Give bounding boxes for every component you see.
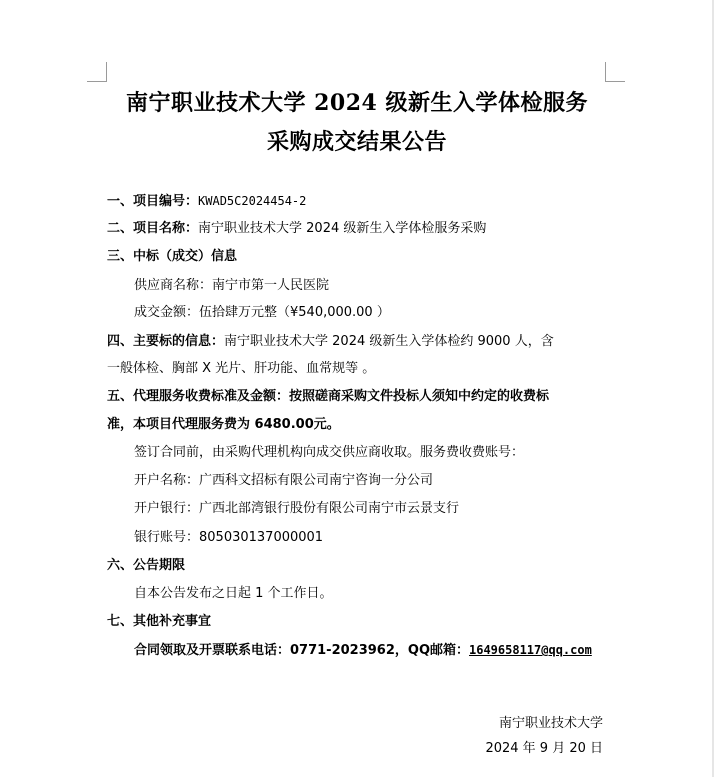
- main-subject-text-a: 南宁职业技术大学 2024 级新生入学体检约 9000 人，含: [224, 334, 554, 349]
- signature-org: 南宁职业技术大学: [498, 716, 603, 731]
- section-agency-fee-line-a: 五、代理服务收费标准及金额：按照磋商采购文件投标人须知中约定的收费标: [107, 389, 550, 404]
- bank-name: 开户银行：广西北部湾银行股份有限公司南宁市云景支行: [134, 501, 460, 516]
- signature-date: 2024 年 9 月 20 日: [485, 741, 603, 756]
- supplier-name: 供应商名称：南宁市第一人民医院: [134, 278, 330, 293]
- section-agency-fee-line-b: 准，本项目代理服务费为 6480.00元。: [107, 417, 340, 432]
- crop-mark-top-left: [87, 62, 107, 82]
- contact-line: [134, 641, 592, 660]
- project-number-value: KWAD5C2024454-2: [198, 194, 307, 208]
- section-main-subject: [107, 333, 554, 351]
- main-subject-text-b: 一般体检、胸部 X 光片、肝功能、血常规等 。: [107, 361, 376, 376]
- project-name-label: 二、项目名称：: [107, 221, 199, 236]
- main-subject-label: 四、主要标的信息：: [107, 334, 225, 349]
- crop-mark-top-right: [605, 62, 625, 82]
- document-title-line-1: 南宁职业技术大学 2024 级新生入学体检服务: [125, 90, 589, 116]
- section-project-number: [107, 192, 306, 211]
- section-other-heading: 七、其他补充事宜: [107, 614, 212, 629]
- section-notice-period-heading: 六、公告期限: [107, 558, 186, 573]
- project-name-value: 南宁职业技术大学 2024 级新生入学体检服务采购: [198, 221, 487, 236]
- contact-email-link[interactable]: 1649658117@qq.com: [469, 643, 592, 657]
- fee-collection-note: 签订合同前，由采购代理机构向成交供应商收取。服务费收费账号：: [134, 445, 525, 460]
- notice-period-text: 自本公告发布之日起 1 个工作日。: [134, 586, 333, 601]
- project-number-label: 一、项目编号：: [107, 194, 199, 209]
- contact-label: 合同领取及开票联系电话：0771-2023962，QQ邮箱：: [134, 643, 469, 658]
- document-title-line-2: 采购成交结果公告: [266, 129, 447, 155]
- account-number: 银行账号：805030137000001: [134, 530, 324, 545]
- section-project-name: [107, 220, 486, 238]
- section-award-heading: 三、中标（成交）信息: [107, 249, 238, 264]
- award-amount: 成交金额：伍拾肆万元整（¥540,000.00 ）: [134, 305, 390, 320]
- account-name: 开户名称：广西科文招标有限公司南宁咨询一分公司: [134, 473, 434, 488]
